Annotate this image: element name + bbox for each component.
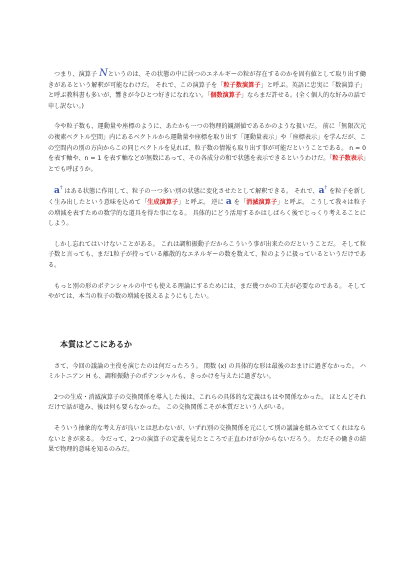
paragraph-number-operator bbox=[48, 70, 366, 112]
paragraph-main-role bbox=[48, 362, 366, 383]
dagger-mark: † bbox=[324, 185, 328, 192]
term-creation-operator: 生成演算子 bbox=[147, 198, 179, 206]
text-span: 」とでも呼ぼうか。 bbox=[48, 155, 366, 173]
text-span: を粒子を新しく生み出したという意味を込めて「 bbox=[48, 188, 367, 206]
paragraph-other-potentials bbox=[48, 282, 366, 303]
text-span: もっと別の形のポテンシャルの中でも使える理論にするためには、まだ幾つかの工夫が必要なのである。 そしてやがては、本当の粒子の数の増減を扱えるようにもしたい。 bbox=[48, 282, 366, 301]
text-span: しかし忘れてはいけないことがある。 これは調和振動子だからこういう事が出来たのだということだ。 そして粒子数と言っても、まだ1粒子が持っている離散的なエネルギーの数を数えて、粒のように扱っているというだけである。 bbox=[48, 240, 366, 269]
text-span: というのは、その状態の中に居つのエネルギーの粒が存在するのかを固有値として取り出す働きがあるという解釈が可能なわけだ。 それで、この演算子を「 bbox=[48, 71, 367, 89]
dagger-mark: † bbox=[59, 185, 63, 192]
number-operator-symbol: N bbox=[99, 68, 108, 79]
creation-operator-symbol bbox=[318, 185, 328, 197]
text-span: 」と呼ぶ。 逆に bbox=[178, 198, 226, 206]
paragraph-commutation bbox=[48, 393, 366, 414]
term-particle-number-operator: 粒子数演算子 bbox=[223, 81, 261, 89]
text-span: 今や粒子数も、運動量や座標のように、あたかも一つの物理的観測値であるかのような扱いだ。 前に「無限次元の複素ベクトル空間」内にあるベクトルから運動量や座標を取り出す「運動量表示」や「座標表示」を学んだが、この空間内の別の方向からこの同じベクトルを見れば、粒子数の情報も取り出す事が可能だということである。 n = 0 を表す軸や、n = 1 を表す軸などが無数にあって、その各成分の和で状態を表示できるというわけだ。「 bbox=[48, 123, 366, 163]
text-span: つまり、演算子 bbox=[54, 71, 100, 78]
paragraph-abstraction bbox=[48, 424, 366, 456]
operator-letter: a bbox=[54, 186, 60, 197]
text-span: はある状態に作用して、粒子の一つ多い別の状態に変化させたとして解釈できる。 それで、 bbox=[62, 188, 319, 196]
text-span: 2つの生成・消滅演算子の交換関係を導入した後は、これらの具体的な定義はもはや関係なかった。 ほとんどそれだけで話が進み、後は何も要らなかった。 この交換関係こそが本質だという人がいる。 bbox=[48, 393, 366, 412]
term-count-operator: 個数演算子 bbox=[210, 92, 242, 100]
term-particle-representation: 粒子数表示 bbox=[332, 155, 363, 163]
text-span: 」ならまだ許せる。(全く個人的な好みの話で申し訳ない。) bbox=[48, 92, 367, 110]
paragraph-particle-representation bbox=[48, 122, 366, 175]
section-heading: 本質はどこにあるか bbox=[60, 339, 132, 349]
term-annihilation-operator: 消滅演算子 bbox=[246, 198, 278, 206]
paragraph-creation-annihilation bbox=[48, 185, 366, 229]
text-span: さて、今回の議論の主役を演じたのは何だったろう。 関数 (x) の具体的な形は最後のおまけに過ぎなかった。 ハミルトニアン H も、調和振動子のポテンシャルも、きっかけを与えたに過ぎない。 bbox=[48, 362, 366, 381]
text-span: を「 bbox=[231, 198, 247, 206]
text-span: そういう抽象的な考え方が良いとは思わないが、いずれ別の交換関係を元にして別の議論を組み立ててくれはならないときが来る。 今だって、2つの演算子の定義を見たところで正直わけが分からないだろう。 ただその働きの結果で物理的意味を知るのみだ。 bbox=[48, 425, 366, 454]
text-span: 」と呼ぶ。 こうして我々は粒子の増減を表すための数学的な道具を得た事になる。 具体的にどう活用するかはしばらく後でじっくり考えることにしよう。 bbox=[48, 198, 367, 228]
paragraph-harmonic-caveat bbox=[48, 240, 366, 272]
text-span: 」と呼ぶ。英語に忠実に「数演算子」と呼ぶ教科書も多いが、響きが今ひとつ好きになれない。「 bbox=[48, 81, 366, 100]
annihilation-operator-symbol: a bbox=[225, 196, 232, 207]
operator-letter: a bbox=[318, 186, 325, 197]
